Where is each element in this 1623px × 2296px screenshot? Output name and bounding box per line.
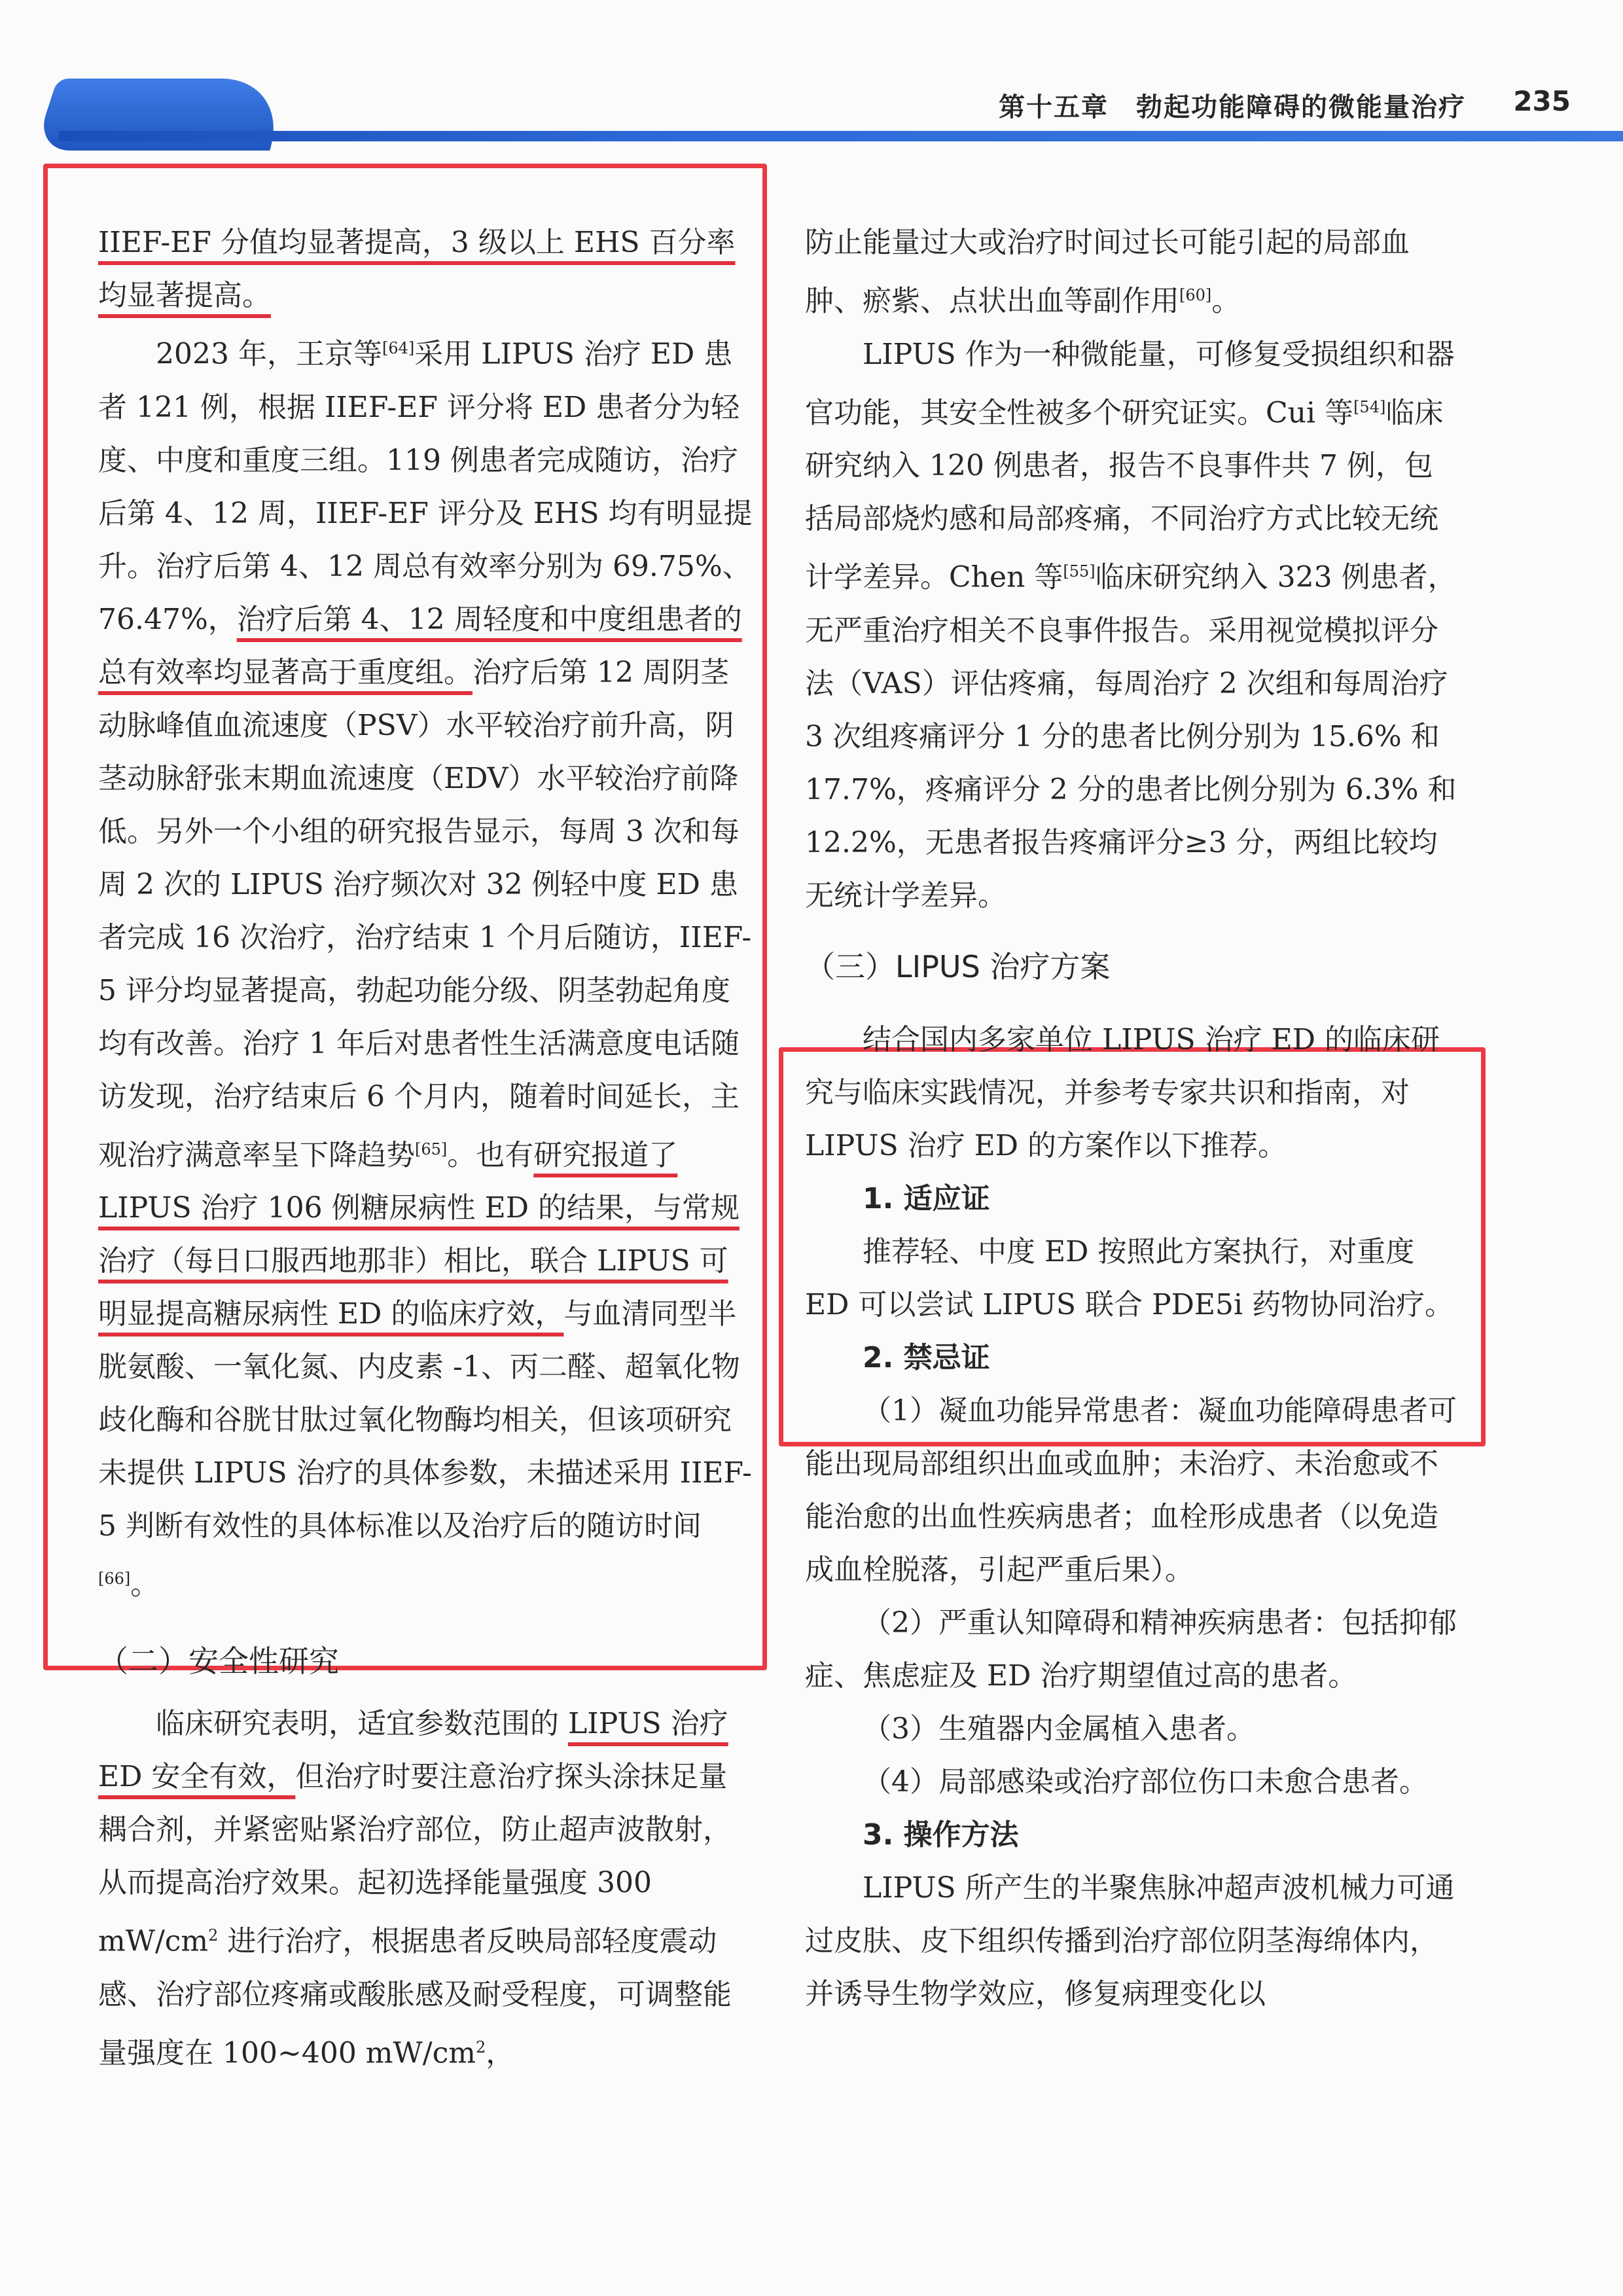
paragraph: 推荐轻、中度 ED 按照此方案执行，对重度 ED 可以尝试 LIPUS 联合 PDE5i 药物协同治疗。 xyxy=(805,1234,1454,1321)
highlighted-text: IIEF-EF 分值均显著提高，3 级以上 EHS 百分率均显著提高。 xyxy=(98,226,736,312)
header-rule xyxy=(59,131,1623,141)
subsection-heading: 2. 禁忌证 xyxy=(863,1340,990,1374)
right-column xyxy=(805,216,1459,2020)
list-item: （4）局部感染或治疗部位伤口未愈合患者。 xyxy=(863,1765,1428,1799)
text-run: 与血清同型半胱氨酸、一氧化氮、内皮素 -1、丙二醛、超氧化物歧化酶和谷胱甘肽过氧化物酶均相关，但该项研究未提供 LIPUS 治疗的具体参数，未描述采用 IIEF-5 判断有效性的具体标准以及治疗后的随访时间 xyxy=(98,1297,752,1543)
left-column xyxy=(98,216,753,2079)
text-run: 。 xyxy=(1211,284,1241,318)
citation: [65] xyxy=(415,1139,448,1158)
text-run: ， xyxy=(486,2036,515,2070)
paragraph: 结合国内多家单位 LIPUS 治疗 ED 的临床研究与临床实践情况，并参考专家共识和指南，对 LIPUS 治疗 ED 的方案作以下推荐。 xyxy=(805,1022,1440,1162)
highlighted-text: 治疗后第 4、12 周轻度和中度组患者的总有效率均显著高于重度组。 xyxy=(98,602,742,689)
highlighted-text: 研究报道了 LIPUS 治疗 106 例糖尿病性 ED 的结果，与常规治疗（每日口服西地那非）相比，联合 LIPUS 可明显提高糖尿病性 ED 的临床疗效， xyxy=(98,1138,740,1331)
text-run: 采用 LIPUS 治疗 ED 患者 121 例，根据 IIEF-EF 评分将 ED 患者分为轻度、中度和重度三组。119 例患者完成随访，治疗后第 4、12 周，IIEF-EF 评分及 EHS 均有明显提升。治疗后第 4、12 周总有效率分别为 69.75%、76.47%， xyxy=(98,337,753,636)
section-heading: （三）LIPUS 治疗方案 xyxy=(805,948,1111,984)
chapter-title: 第十五章 勃起功能障碍的微能量治疗 xyxy=(999,92,1466,122)
paragraph xyxy=(805,328,1459,922)
paragraph xyxy=(98,322,753,1611)
text-run: 2023 年，王京等 xyxy=(156,337,382,371)
text-run: LIPUS 作为一种微能量，可修复受损组织和器官功能，其安全性被多个研究证实。Cui 等 xyxy=(805,337,1455,430)
list-item: （2）严重认知障碍和精神疾病患者：包括抑郁症、焦虑症及 ED 治疗期望值过高的患者。 xyxy=(805,1605,1457,1693)
list-item: （1）凝血功能异常患者：凝血功能障碍患者可能出现局部组织出血或血肿；未治疗、未治愈或不能治愈的出血性疾病患者；血栓形成患者（以免造成血栓脱落，引起严重后果）。 xyxy=(805,1393,1457,1587)
subsection-heading: 3. 操作方法 xyxy=(863,1818,1019,1852)
list-item: （3）生殖器内金属植入患者。 xyxy=(863,1712,1255,1746)
text-run: 但治疗时要注意治疗探头涂抹足量耦合剂，并紧密贴紧治疗部位，防止超声波散射，从而提高治疗效果。起初选择能量强度 300 mW/cm xyxy=(98,1759,732,1958)
highlighted-text: LIPUS 治疗 ED 安全有效， xyxy=(98,1706,728,1793)
superscript: 2 xyxy=(208,1926,219,1945)
section-heading: （二）安全性研究 xyxy=(98,1643,339,1679)
paragraph xyxy=(805,216,1459,328)
paragraph xyxy=(98,216,753,322)
text-run: 治疗后第 12 周阴茎动脉峰值血流速度（PSV）水平较治疗前升高，阴茎动脉舒张末期血流速度（EDV）水平较治疗前降低。另外一个小组的研究报告显示，每周 3 次和每周 2 次的 LIPUS 治疗频次对 32 例轻中度 ED 患者完成 16 次治疗，治疗结束 1 个月后随访，IIEF-5 评分均显著提高，勃起功能分级、阴茎勃起角度均有改善。治疗 1 年后对患者性生活满意度电话随访发现，治疗结束后 6 个月内，随着时间延长，主观治疗满意率呈下降趋势 xyxy=(98,655,752,1172)
citation: [66] xyxy=(98,1570,131,1588)
text-run: 临床研究纳入 120 例患者，报告不良事件共 7 例，包括局部烧灼感和局部疼痛，不同治疗方式比较无统计学差异。Chen 等 xyxy=(805,396,1444,594)
text-run: 临床研究表明，适宜参数范围的 xyxy=(156,1706,568,1740)
text-run: 进行治疗，根据患者反映局部轻度震动感、治疗部位疼痛或酸胀感及耐受程度，可调整能量强度在 100~400 mW/cm xyxy=(98,1924,732,2070)
text-run: 。也有 xyxy=(447,1138,534,1172)
citation: [60] xyxy=(1179,286,1212,304)
citation: [64] xyxy=(382,339,415,357)
paragraph: LIPUS 所产生的半聚焦脉冲超声波机械力可通过皮肤、皮下组织传播到治疗部位阴茎海绵体内，并诱导生物学效应，修复病理变化以 xyxy=(805,1871,1455,2011)
text-run: 临床研究纳入 323 例患者，无严重治疗相关不良事件报告。采用视觉模拟评分法（VAS）评估疼痛，每周治疗 2 次组和每周治疗 3 次组疼痛评分 1 分的患者比例分别为 15.6% 和 17.7%，疼痛评分 2 分的患者比例分别为 6.3% 和 12.2%，无患者报告疼痛评分≥3 分，两组比较均无统计学差异。 xyxy=(805,560,1457,912)
citation: [55] xyxy=(1063,562,1096,581)
subsection-heading: 1. 适应证 xyxy=(863,1181,990,1215)
citation: [54] xyxy=(1353,397,1386,416)
text-run: 。 xyxy=(130,1568,160,1602)
superscript: 2 xyxy=(475,2037,486,2056)
paragraph xyxy=(98,1697,753,2079)
page-number: 235 xyxy=(1513,85,1571,117)
text-run: 防止能量过大或治疗时间过长可能引起的局部血肿、瘀紫、点状出血等副作用 xyxy=(805,226,1410,318)
